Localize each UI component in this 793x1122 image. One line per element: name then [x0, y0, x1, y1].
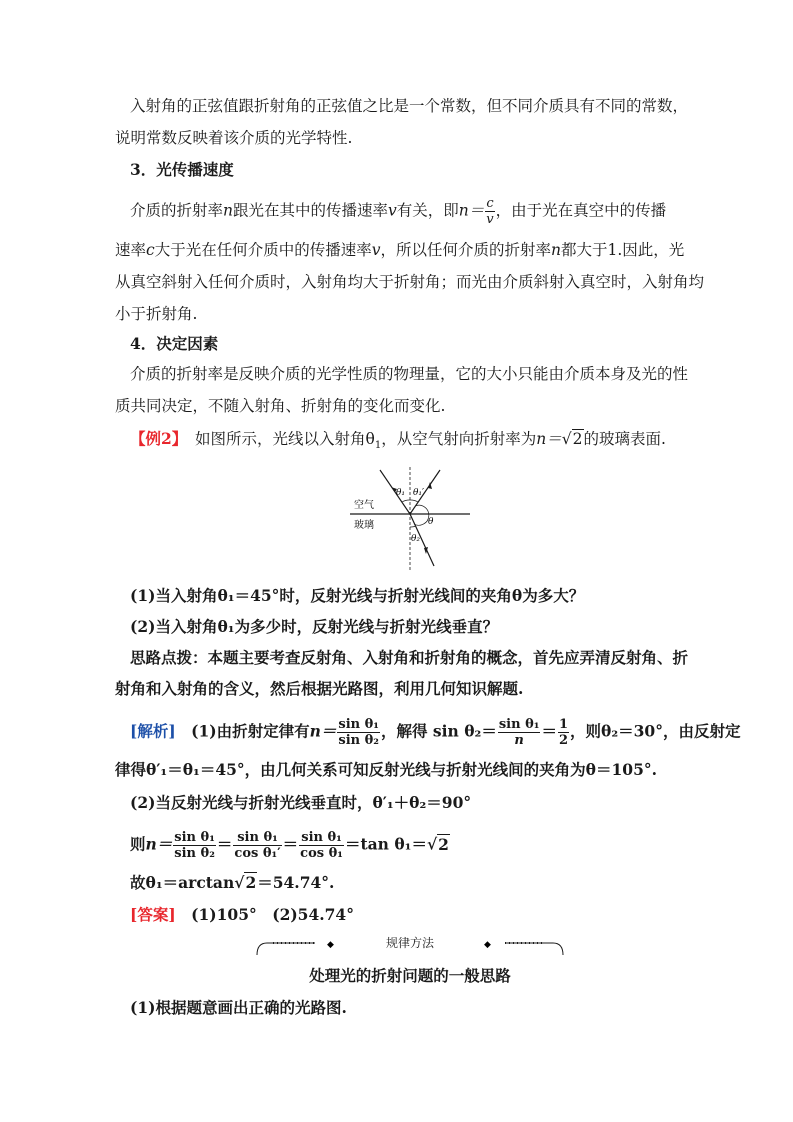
section3-line-4: 小于折射角. — [115, 305, 198, 323]
analysis-line-1: [解析] (1)由折射定律有n＝ $\frac{\text{sin θ₁}}{\text{sin θ₂}}$ ，解得 sin θ₂＝ $\frac{\text{sin θ₁}}{n}$ ＝ $\frac{1}{2}$ ，则θ₂＝30°，由反射定 — [130, 717, 741, 748]
question-2: (2)当入射角θ₁为多少时，反射光线与折射光线垂直？ — [130, 617, 499, 636]
hint-line-2: 射角和入射角的含义，然后根据光路图，利用几何知识解题. — [115, 679, 524, 698]
answer-tag: [答案] — [130, 905, 176, 924]
label-theta1-prime: θ₁′ — [413, 488, 425, 498]
analysis-line-2: 律得θ′₁＝θ₁＝45°，由几何关系可知反射光线与折射光线间的夹角为θ＝105°. — [115, 760, 658, 779]
refraction-diagram — [340, 462, 475, 574]
example-tag: 【例2】 — [130, 429, 180, 448]
section3-line-1: 介质的折射率n跟光在其中的传播速率v有关，即n＝ $\frac{c}{v}$ ，由于光在真空中的传播 — [130, 196, 667, 227]
analysis-tag: [解析] — [130, 721, 176, 741]
hint-line-1: 思路点拨：本题主要考查反射角、入射角和折射角的概念，首先应弄清反射角、折 — [130, 648, 689, 667]
section4-title: 4．决定因素 — [130, 334, 219, 353]
method-step-1: (1)根据题意画出正确的光路图. — [130, 998, 347, 1017]
answer-line: [答案] (1)105° (2)54.74° — [130, 905, 354, 924]
intro-line-1: 入射角的正弦值跟折射角的正弦值之比是一个常数，但不同介质具有不同的常数， — [130, 97, 689, 115]
question-1: (1)当入射角θ₁＝45°时，反射光线与折射光线间的夹角θ为多大？ — [130, 586, 585, 605]
example-line: 【例2】 如图所示，光线以入射角$\theta_1$，从空气射向折射率为n＝√2的玻璃表面. — [130, 429, 666, 452]
section4-line-1: 介质的折射率是反映介质的光学性质的物理量，它的大小只能由介质本身及光的性 — [130, 365, 689, 383]
method-banner-label: 规律方法 — [385, 936, 434, 950]
analysis-line-3: (2)当反射光线与折射光线垂直时，θ′₁＋θ₂＝90° — [130, 793, 472, 812]
analysis-line-5: 故θ₁＝arctan√2＝54.74°. — [130, 873, 335, 892]
label-theta: θ — [428, 517, 434, 527]
label-theta1: θ₁ — [396, 488, 406, 498]
section4-line-2: 质共同决定，不随入射角、折射角的变化而变化. — [115, 397, 446, 415]
label-air: 空气 — [354, 500, 374, 511]
analysis-line-4: 则n＝ $\frac{\text{sin θ₁}}{\text{sin θ₂}}$ ＝ $\frac{\text{sin θ₁}}{\text{cos θ₁′}}$ ＝ $\frac{\text{sin θ₁}}{\text{cos θ₁}}$ ＝tan θ₁＝√2 — [130, 830, 449, 861]
banner-diamond-right: ◆ — [484, 940, 491, 950]
label-glass: 玻璃 — [354, 520, 374, 531]
section3-title: 3．光传播速度 — [130, 160, 234, 179]
section3-line-2: 速率c大于光在任何介质中的传播速率v，所以任何介质的折射率n都大于1.因此，光 — [115, 241, 685, 259]
intro-line-2: 说明常数反映着该介质的光学特性. — [115, 129, 353, 147]
banner-diamond-left: ◆ — [327, 940, 334, 950]
label-theta2: θ₂ — [411, 534, 421, 544]
method-title: 处理光的折射问题的一般思路 — [309, 966, 511, 985]
section3-line-3: 从真空斜射入任何介质时，入射角均大于折射角；而光由介质斜射入真空时，入射角均 — [115, 273, 705, 291]
fraction-c-over-v: $\frac{c}{v}$ — [486, 196, 494, 227]
